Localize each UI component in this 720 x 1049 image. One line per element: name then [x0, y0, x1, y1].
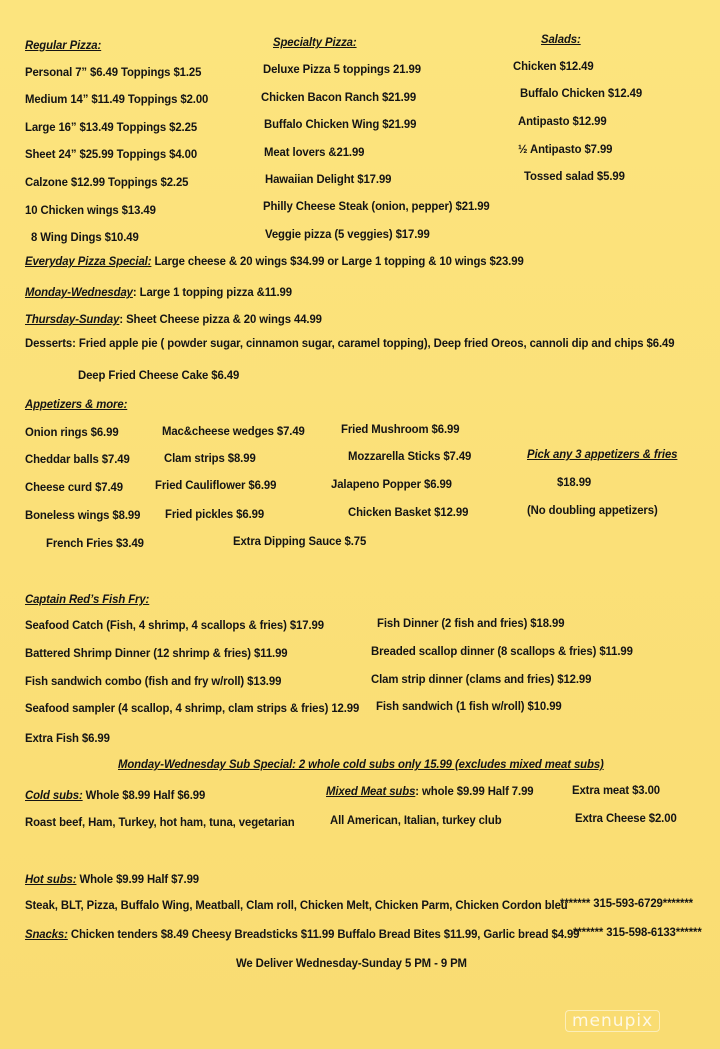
snacks-label: Snacks:	[25, 927, 68, 941]
hot-subs	[25, 872, 199, 886]
cold-subs-label: Cold subs:	[25, 788, 83, 802]
appetizer-item: Cheddar balls $7.49	[25, 452, 130, 466]
regular-item: Calzone $12.99 Toppings $2.25	[25, 175, 189, 189]
cold-subs-list: Roast beef, Ham, Turkey, hot ham, tuna, vegetarian	[25, 815, 295, 829]
salads-heading: Salads:	[541, 32, 581, 46]
snacks	[25, 927, 579, 941]
thursday-sunday-label: Thursday-Sunday	[25, 312, 120, 326]
appetizer-item: French Fries $3.49	[46, 536, 144, 550]
regular-pizza-heading: Regular Pizza:	[25, 38, 102, 52]
pick-three-heading: Pick any 3 appetizers & fries	[527, 447, 678, 461]
appetizer-item: Fried Mushroom $6.99	[341, 422, 460, 436]
cold-subs	[25, 788, 205, 802]
appetizer-item: Onion rings $6.99	[25, 425, 119, 439]
salad-item: Buffalo Chicken $12.49	[520, 86, 643, 100]
regular-item: 8 Wing Dings $10.49	[31, 230, 139, 244]
monday-wednesday-text: : Large 1 topping pizza &11.99	[132, 285, 292, 299]
regular-item: 10 Chicken wings $13.49	[25, 203, 156, 217]
regular-item: Sheet 24” $25.99 Toppings $4.00	[25, 147, 198, 161]
mixed-meat-subs	[326, 784, 534, 798]
appetizer-item: Clam strips $8.99	[164, 451, 256, 465]
fish-item: Seafood sampler (4 scallop, 4 shrimp, clam strips & fries) 12.99	[25, 701, 360, 715]
salad-item: ½ Antipasto $7.99	[518, 142, 613, 156]
mixed-meat-prices: : whole $9.99 Half 7.99	[415, 784, 534, 798]
pick-three-note: (No doubling appetizers)	[527, 503, 658, 517]
mixed-meat-label: Mixed Meat subs	[326, 784, 416, 798]
everyday-special	[25, 254, 524, 268]
specialty-item: Veggie pizza (5 veggies) $17.99	[265, 227, 430, 241]
monday-wednesday-label: Monday-Wednesday	[25, 285, 133, 299]
menupix-watermark: menupix	[565, 1010, 660, 1032]
delivery-hours: We Deliver Wednesday-Sunday 5 PM - 9 PM	[236, 956, 467, 970]
extra-meat: Extra meat $3.00	[572, 783, 660, 797]
appetizer-item: Fried Cauliflower $6.99	[155, 478, 277, 492]
regular-item: Medium 14” $11.49 Toppings $2.00	[25, 92, 209, 106]
fish-item: Battered Shrimp Dinner (12 shrimp & fries) $11.99	[25, 646, 288, 660]
fish-item: Fish Dinner (2 fish and fries) $18.99	[377, 616, 565, 630]
appetizer-item: Boneless wings $8.99	[25, 508, 141, 522]
fish-item: Seafood Catch (Fish, 4 shrimp, 4 scallops & fries) $17.99	[25, 618, 324, 632]
fish-item: Fish sandwich combo (fish and fry w/roll) $13.99	[25, 674, 282, 688]
appetizer-item: Extra Dipping Sauce $.75	[233, 534, 367, 548]
appetizer-item: Chicken Basket $12.99	[348, 505, 469, 519]
cold-subs-prices: Whole $8.99 Half $6.99	[82, 788, 206, 802]
fish-item: Fish sandwich (1 fish w/roll) $10.99	[376, 699, 562, 713]
fish-item: Breaded scallop dinner (8 scallops & fries) $11.99	[371, 644, 633, 658]
fish-fry-heading: Captain Red’s Fish Fry:	[25, 592, 150, 606]
salad-item: Chicken $12.49	[513, 59, 594, 73]
sub-special: Monday-Wednesday Sub Special: 2 whole cold subs only 15.99 (excludes mixed meat subs)	[118, 757, 604, 771]
phone-number-1: ******* 315-593-6729*******	[560, 896, 693, 910]
everyday-special-text: Large cheese & 20 wings $34.99 or Large 1 topping & 10 wings $23.99	[151, 254, 524, 268]
thursday-sunday-text: : Sheet Cheese pizza & 20 wings 44.99	[119, 312, 322, 326]
hot-subs-list: Steak, BLT, Pizza, Buffalo Wing, Meatball, Clam roll, Chicken Melt, Chicken Parm, Chicken Cordon bleu	[25, 898, 568, 912]
specialty-item: Philly Cheese Steak (onion, pepper) $21.99	[263, 199, 490, 213]
monday-wednesday-special	[25, 285, 292, 299]
snacks-text: Chicken tenders $8.49 Cheesy Breadsticks $11.99 Buffalo Bread Bites $11.99, Garlic bread $4.99	[67, 927, 580, 941]
hot-subs-prices: Whole $9.99 Half $7.99	[76, 872, 200, 886]
specialty-item: Buffalo Chicken Wing $21.99	[264, 117, 417, 131]
regular-item: Personal 7” $6.49 Toppings $1.25	[25, 65, 202, 79]
phone-number-2: ******* 315-598-6133******	[573, 925, 702, 939]
pick-three-price: $18.99	[557, 475, 592, 489]
fish-item: Clam strip dinner (clams and fries) $12.99	[371, 672, 592, 686]
specialty-item: Meat lovers &21.99	[264, 145, 365, 159]
thursday-sunday-special	[25, 312, 322, 326]
appetizers-heading: Appetizers & more:	[25, 397, 128, 411]
appetizer-item: Mozzarella Sticks $7.49	[348, 449, 472, 463]
fish-item: Extra Fish $6.99	[25, 731, 110, 745]
appetizer-item: Fried pickles $6.99	[165, 507, 265, 521]
specialty-item: Hawaiian Delight $17.99	[265, 172, 392, 186]
specialty-pizza-heading: Specialty Pizza:	[273, 35, 357, 49]
appetizer-item: Cheese curd $7.49	[25, 480, 123, 494]
extra-cheese: Extra Cheese $2.00	[575, 811, 677, 825]
appetizer-item: Jalapeno Popper $6.99	[331, 477, 452, 491]
hot-subs-label: Hot subs:	[25, 872, 77, 886]
appetizer-item: Mac&cheese wedges $7.49	[162, 424, 305, 438]
desserts-line: Desserts: Fried apple pie ( powder sugar, cinnamon sugar, caramel topping), Deep fried Oreos, cannoli dip and chips $6.49	[25, 336, 675, 350]
everyday-special-label: Everyday Pizza Special:	[25, 254, 152, 268]
specialty-item: Deluxe Pizza 5 toppings 21.99	[263, 62, 421, 76]
salad-item: Tossed salad $5.99	[524, 169, 625, 183]
salad-item: Antipasto $12.99	[518, 114, 607, 128]
specialty-item: Chicken Bacon Ranch $21.99	[261, 90, 417, 104]
regular-item: Large 16” $13.49 Toppings $2.25	[25, 120, 198, 134]
desserts-line: Deep Fried Cheese Cake $6.49	[78, 368, 240, 382]
mixed-meat-list: All American, Italian, turkey club	[330, 813, 502, 827]
